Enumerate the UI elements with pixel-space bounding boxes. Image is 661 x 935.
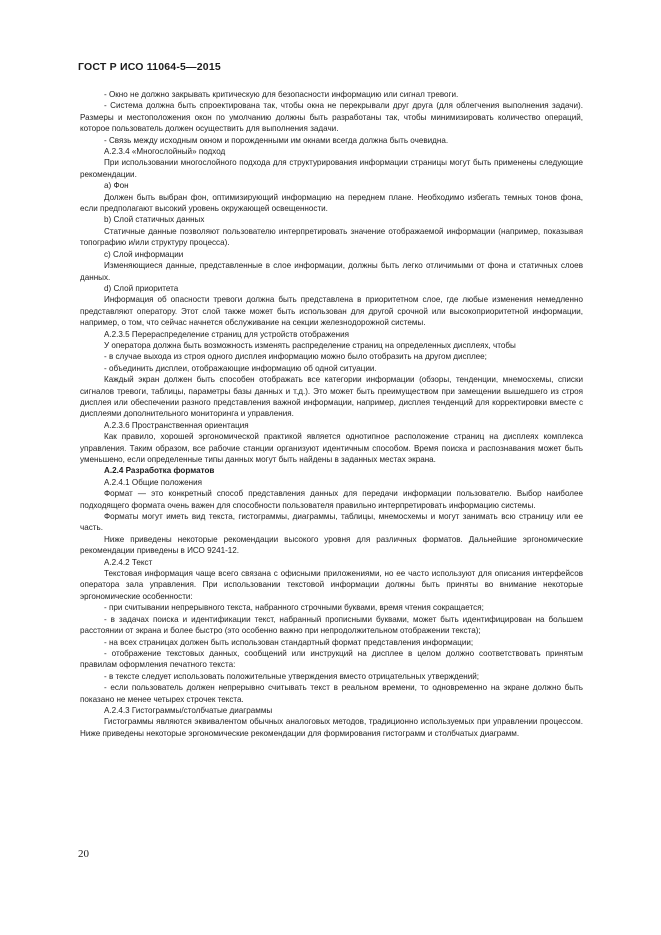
paragraph: Каждый экран должен быть способен отображать все категории информации (обзоры, тенденции, мнемосхемы, списки сигналов тревоги, таблицы, параметры базы данных и т.д.). Это может быть преимуществом при замещении вышедшего из строя дисплея или обеспечении разного представления важной информации, например, дисплея тенденций для корректировки вместе с дисплеями дополнительного мониторинга и управления. [80,375,583,419]
paragraph: - в случае выхода из строя одного дисплея информацию можно было отобразить на другом дисплее; [104,352,487,362]
paragraph: - Связь между исходным окном и порожденными им окнами всегда должна быть очевидна. [104,135,449,145]
paragraph: Статичные данные позволяют пользователю интерпретировать значение отображаемой информации (например, показывая топографию и/или структуру процесса). [80,226,583,248]
page-number: 20 [78,848,89,860]
paragraph: - если пользователь должен непрерывно считывать текст в реальном времени, то одновременно на экране должно быть показано не менее четырех строчек текста. [80,683,583,704]
section-heading: А.2.4.3 Гистограммы/столбчатые диаграммы [104,705,273,715]
paragraph: - отображение текстовых данных, сообщений или инструкций на дисплее в целом должно соответствовать принятым правилам оформления печатного текста: [80,648,583,670]
document-header: ГОСТ Р ИСО 11064-5—2015 [78,61,221,73]
paragraph: - в задачах поиска и идентификации текст, набранный прописными буквами, может быть идентифицирован на большем расстоянии от экрана и более быстро (это особенно важно при непродолжительном отображении текста); [80,614,583,636]
paragraph: Должен быть выбран фон, оптимизирующий информацию на переднем плане. Необходимо избегать темных тонов фона, если предполагают высокий уровень окружающей освещенности. [80,192,583,214]
paragraph: - в тексте следует использовать положительные утверждения вместо отрицательных утверждений; [104,671,480,681]
section-heading: А.2.3.4 «Многослойный» подход [104,147,226,157]
paragraph: Ниже приведены некоторые рекомендации высокого уровня для различных форматов. Дальнейшие эргономические рекомендации приведены в ИСО 9241-12. [80,534,583,556]
paragraph: - при считывании непрерывного текста, набранного строчными буквами, время чтения сокращается; [104,603,484,613]
document-body [80,89,583,739]
paragraph: Форматы могут иметь вид текста, гистограммы, диаграммы, таблицы, мнемосхемы и могут занимать всю страницу или ее часть. [80,512,583,533]
section-heading: d) Слой приоритета [104,283,179,293]
section-heading: a) Фон [104,181,129,191]
section-heading: c) Слой информации [104,249,184,259]
section-heading: А.2.3.6 Пространственная ориентация [104,420,249,430]
section-heading: А.2.4 Разработка форматов [104,466,215,476]
paragraph: Изменяющиеся данные, представленные в слое информации, должны быть легко отличимыми от фона и статичных слоев данных. [80,261,583,282]
section-heading: А.2.4.1 Общие положения [104,477,202,487]
paragraph: При использовании многослойного подхода для структурирования информации страницы могут быть применены следующие рекомендации. [80,158,583,179]
paragraph: Гистограммы являются эквивалентом обычных аналоговых методов, традиционно используемых при управлении процессом. Ниже приведены некоторые эргономические рекомендации для формирования гистограмм и столбчатых диаграмм. [80,717,583,738]
paragraph: У оператора должна быть возможность изменять распределение страниц на определенных дисплеях, чтобы [104,340,516,350]
section-heading: А.2.3.5 Перераспределение страниц для устройств отображения [104,329,350,339]
paragraph: - на всех страницах должен быть использован стандартный формат представления информации; [104,637,474,647]
paragraph: Текстовая информация чаще всего связана с офисными приложениями, но ее часто используют для описания интерфейсов оператора зала управления. При использовании текстовой информации должны быть приняты во внимание некоторые эргономические особенности: [80,569,583,601]
paragraph: - Окно не должно закрывать критическую для безопасности информацию или сигнал тревоги. [104,90,459,99]
paragraph: Как правило, хорошей эргономической практикой является однотипное расположение страниц на дисплеях комплекса управления. Таким образом, все рабочие станции организуют идентичным способом. Время поиска и распознавания может быть уменьшено, если определенные типы данных могут быть найдены в заданных местах экрана. [80,432,583,464]
paragraph: Информация об опасности тревоги должна быть представлена в приоритетном слое, где любые изменения немедленно представляют оператору. Этот слой также может быть использован для другой срочной или высокоприоритетной информации, например, о том, что сейчас начнется обслуживание на секции железнодорожной системы. [80,295,583,328]
paragraph: - объединить дисплеи, отображающие информацию об одной ситуации. [104,363,377,373]
paragraph: - Система должна быть спроектирована так, чтобы окна не перекрывали друг друга (для облегчения выполнения задачи). Размеры и местоположения окон по умолчанию должны быть разработаны так, чтобы минимизировать количество операций, которое пользователь должен осуществить для выполнения задачи. [80,101,583,134]
paragraph: Формат — это конкретный способ представления данных для передачи информации пользователю. Выбор наиболее подходящего формата очень важен для способности пользователя правильно интерпретировать информацию системы. [80,489,583,510]
section-heading: А.2.4.2 Текст [104,557,153,567]
section-heading: b) Слой статичных данных [104,215,205,225]
